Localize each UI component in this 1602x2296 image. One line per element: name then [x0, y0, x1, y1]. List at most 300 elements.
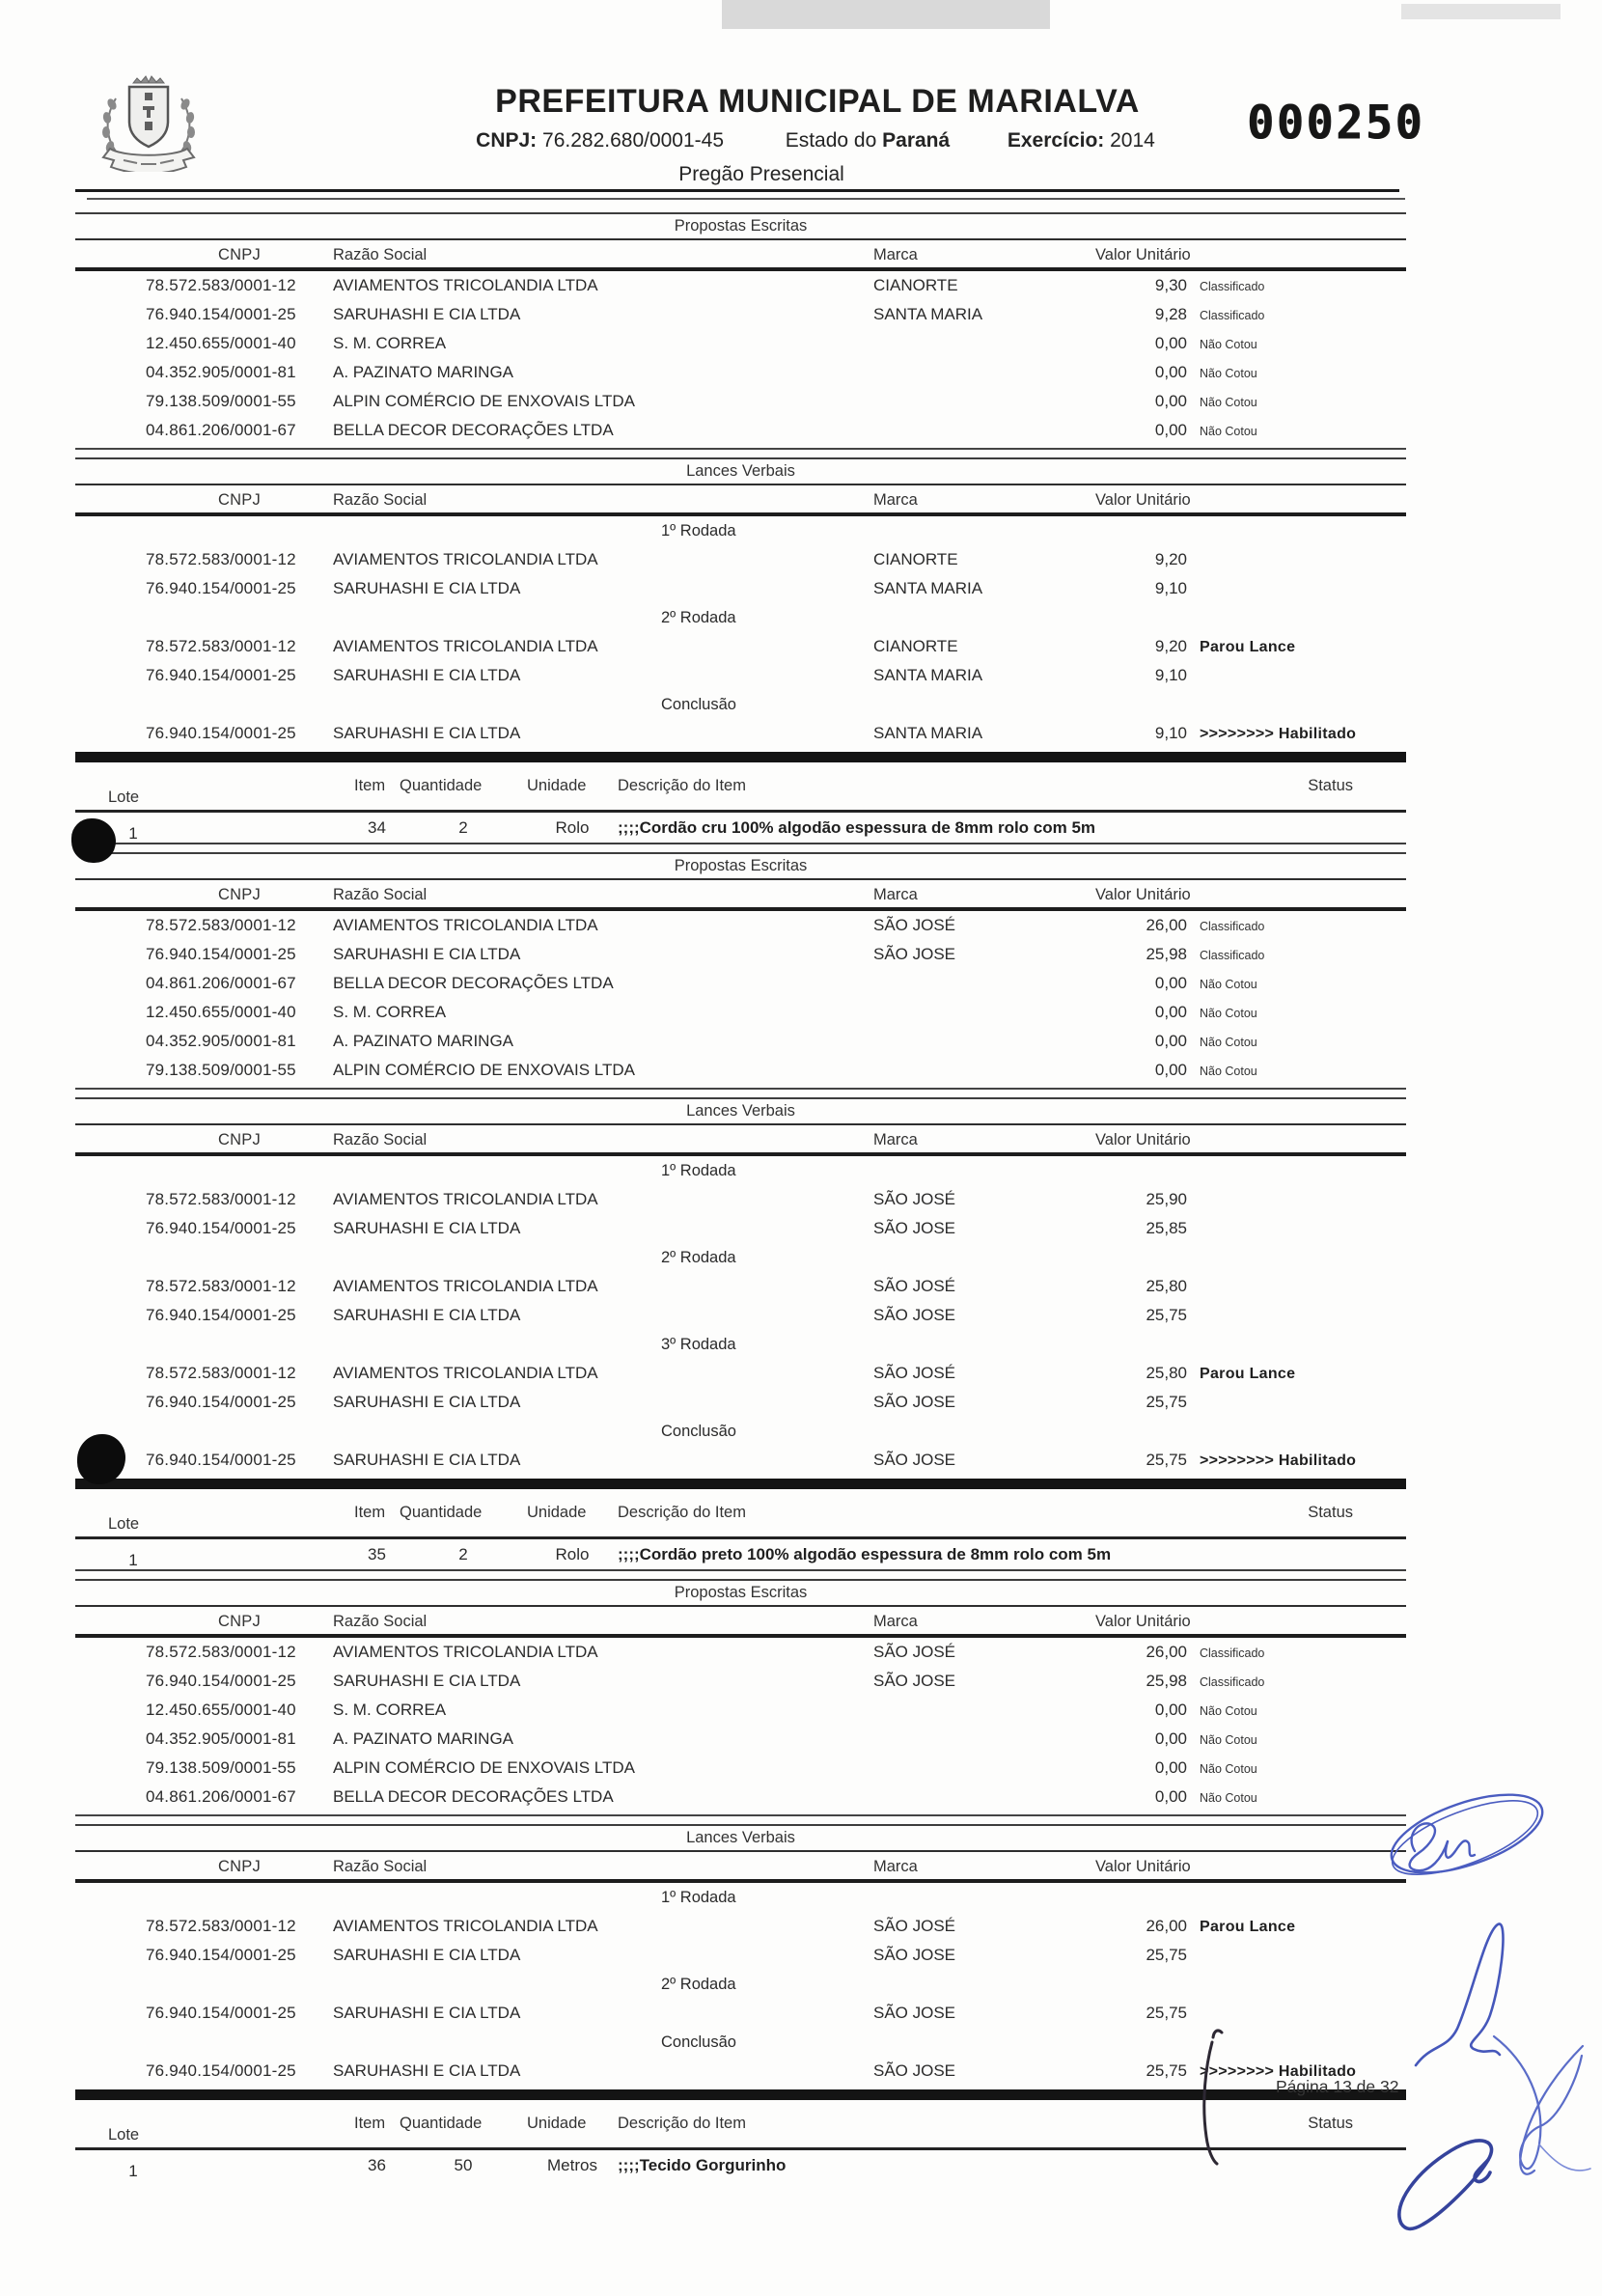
table-row: [75, 1667, 1406, 1696]
cnpj-cell: 79.138.509/0001-55: [146, 392, 296, 410]
round-label: 2º Rodada: [661, 1975, 736, 1993]
status-flag: Parou Lance: [1200, 1919, 1296, 1935]
round-label: 2º Rodada: [661, 608, 736, 626]
cnpj-cell: 76.940.154/0001-25: [146, 1393, 296, 1411]
col-header-razao-social: Razão Social: [333, 1858, 428, 1875]
round-label-row: [75, 1970, 1406, 1999]
table-row: [75, 1446, 1406, 1475]
marca-cell: SÃO JOSE: [873, 2004, 956, 2022]
valor-unitario-cell: 9,20: [1154, 637, 1187, 655]
cnpj-cell: 04.861.206/0001-67: [146, 421, 296, 439]
razao-social-cell: BELLA DECOR DECORAÇÕES LTDA: [333, 1787, 614, 1806]
cnpj-cell: 12.450.655/0001-40: [146, 1003, 296, 1021]
col-header-descricao: Descrição do Item: [618, 2115, 746, 2132]
table-row: [75, 1388, 1406, 1417]
col-header-lote: Lote: [108, 2126, 140, 2144]
col-header-quantidade: Quantidade: [400, 1504, 483, 1521]
status-note: Não Cotou: [1200, 396, 1257, 409]
cnpj-cell: 78.572.583/0001-12: [146, 637, 296, 655]
cnpj-cell: 76.940.154/0001-25: [146, 666, 296, 684]
cnpj-cell: 78.572.583/0001-12: [146, 1277, 296, 1295]
razao-social-cell: AVIAMENTOS TRICOLANDIA LTDA: [333, 1277, 598, 1295]
unidade-cell: Rolo: [555, 1544, 590, 1563]
round-label-row: [75, 1417, 1406, 1446]
status-cell: [1187, 1672, 1406, 1691]
razao-social-cell: SARUHASHI E CIA LTDA: [333, 2004, 521, 2022]
razao-social-cell: BELLA DECOR DECORAÇÕES LTDA: [333, 421, 614, 439]
table-column-header: [75, 485, 1406, 512]
razao-social-cell: SARUHASHI E CIA LTDA: [333, 724, 521, 742]
status-cell: [1187, 421, 1406, 440]
cnpj-cell: 76.940.154/0001-25: [146, 945, 296, 963]
status-flag: Parou Lance: [1200, 1366, 1296, 1382]
status-cell: [1187, 363, 1406, 382]
handwritten-bracket: [1189, 2025, 1239, 2172]
col-header-lote: Lote: [108, 1515, 140, 1533]
status-note: Não Cotou: [1200, 425, 1257, 438]
razao-social-cell: AVIAMENTOS TRICOLANDIA LTDA: [333, 1917, 598, 1935]
razao-social-cell: A. PAZINATO MARINGA: [333, 1032, 514, 1050]
razao-social-cell: A. PAZINATO MARINGA: [333, 1729, 514, 1748]
status-cell: [1187, 945, 1406, 964]
item-cell: 35: [368, 1544, 386, 1563]
round-label-row: [75, 690, 1406, 719]
marca-cell: SÃO JOSÉ: [873, 1643, 956, 1661]
col-header-valor-unitario: Valor Unitário: [1095, 1613, 1191, 1630]
valor-unitario-cell: 9,10: [1154, 579, 1187, 597]
table-column-header: [75, 1852, 1406, 1879]
signature-ink-oval: [1370, 1774, 1563, 1904]
col-header-cnpj: CNPJ: [218, 886, 261, 903]
round-label: 1º Rodada: [661, 1161, 736, 1179]
marca-cell: SÃO JOSE: [873, 1946, 956, 1964]
round-label: 3º Rodada: [661, 1335, 736, 1353]
cnpj-cell: 78.572.583/0001-12: [146, 276, 296, 294]
marca-cell: SÃO JOSÉ: [873, 1190, 956, 1208]
col-header-valor-unitario: Valor Unitário: [1095, 246, 1191, 263]
status-cell: [1187, 276, 1406, 295]
marca-cell: CIANORTE: [873, 276, 958, 294]
col-header-quantidade: Quantidade: [400, 777, 483, 794]
cnpj-cell: 04.352.905/0001-81: [146, 1729, 296, 1748]
marca-cell: SANTA MARIA: [873, 579, 983, 597]
status-note: Não Cotou: [1200, 338, 1257, 351]
razao-social-cell: SARUHASHI E CIA LTDA: [333, 666, 521, 684]
cnpj-value: 76.282.680/0001-45: [542, 129, 725, 152]
cnpj-cell: 76.940.154/0001-25: [146, 2061, 296, 2080]
status-flag: Habilitado: [1278, 726, 1357, 742]
item-cell: 36: [368, 2155, 386, 2174]
status-note: Não Cotou: [1200, 367, 1257, 380]
table-row: [75, 300, 1406, 329]
status-note: Não Cotou: [1200, 1791, 1257, 1805]
table-row: [75, 1027, 1406, 1056]
col-header-cnpj: CNPJ: [218, 491, 261, 509]
propostas-escritas-table-2: [75, 852, 1406, 1090]
descricao-cell: ;;;;Cordão preto 100% algodão espessura de 8mm rolo com 5m: [618, 1544, 1112, 1563]
valor-unitario-cell: 9,10: [1154, 666, 1187, 684]
exercicio-value: 2014: [1110, 129, 1155, 152]
status-cell: [1187, 1729, 1406, 1749]
valor-unitario-cell: 26,00: [1146, 1643, 1187, 1661]
marca-cell: CIANORTE: [873, 637, 958, 655]
valor-unitario-cell: 0,00: [1154, 974, 1187, 992]
status-note: Não Cotou: [1200, 1065, 1257, 1078]
razao-social-cell: SARUHASHI E CIA LTDA: [333, 579, 521, 597]
table-row: [75, 1359, 1406, 1388]
valor-unitario-cell: 25,98: [1146, 1672, 1187, 1690]
valor-unitario-cell: 0,00: [1154, 1003, 1187, 1021]
col-header-status: Status: [1308, 777, 1353, 794]
cnpj-cell: 04.861.206/0001-67: [146, 974, 296, 992]
marca-cell: SÃO JOSÉ: [873, 1917, 956, 1935]
valor-unitario-cell: 0,00: [1154, 1758, 1187, 1777]
marca-cell: SÃO JOSE: [873, 1672, 956, 1690]
round-label: Conclusão: [661, 695, 736, 713]
table-end-rule: [75, 1814, 1406, 1816]
cnpj-cell: 79.138.509/0001-55: [146, 1758, 296, 1777]
marca-cell: SÃO JOSE: [873, 1451, 956, 1469]
valor-unitario-cell: 25,75: [1146, 1451, 1187, 1469]
col-header-marca: Marca: [873, 246, 918, 263]
cnpj-cell: 78.572.583/0001-12: [146, 1917, 296, 1935]
razao-social-cell: AVIAMENTOS TRICOLANDIA LTDA: [333, 550, 598, 568]
razao-social-cell: SARUHASHI E CIA LTDA: [333, 1219, 521, 1237]
round-label-row: [75, 603, 1406, 632]
col-header-marca: Marca: [873, 491, 918, 509]
table-column-header: [75, 880, 1406, 907]
lances-verbais-table-1: [75, 457, 1406, 762]
hole-punch-mark: [71, 818, 116, 863]
cnpj-cell: 04.861.206/0001-67: [146, 1787, 296, 1806]
cnpj-cell: 76.940.154/0001-25: [146, 1219, 296, 1237]
col-header-marca: Marca: [873, 1131, 918, 1148]
table-column-header: [75, 1607, 1406, 1634]
table-row: [75, 358, 1406, 387]
razao-social-cell: ALPIN COMÉRCIO DE ENXOVAIS LTDA: [333, 1061, 635, 1079]
marca-cell: SÃO JOSE: [873, 1393, 956, 1411]
round-label-row: [75, 1883, 1406, 1912]
razao-social-cell: AVIAMENTOS TRICOLANDIA LTDA: [333, 1190, 598, 1208]
cnpj-label: CNPJ:: [476, 129, 538, 152]
unidade-cell: Metros: [547, 2155, 597, 2174]
round-label-row: [75, 1156, 1406, 1185]
razao-social-cell: SARUHASHI E CIA LTDA: [333, 1306, 521, 1324]
status-flag: Habilitado: [1278, 2063, 1357, 2080]
valor-unitario-cell: 26,00: [1146, 1917, 1187, 1935]
col-header-valor-unitario: Valor Unitário: [1095, 1858, 1191, 1875]
valor-unitario-cell: 25,90: [1146, 1190, 1187, 1208]
valor-unitario-cell: 0,00: [1154, 1061, 1187, 1079]
razao-social-cell: SARUHASHI E CIA LTDA: [333, 1946, 521, 1964]
header-rule: [87, 198, 1405, 200]
table-row: [75, 969, 1406, 998]
col-header-valor-unitario: Valor Unitário: [1095, 1131, 1191, 1148]
table-row: [75, 1056, 1406, 1085]
valor-unitario-cell: 0,00: [1154, 1787, 1187, 1806]
col-header-marca: Marca: [873, 1858, 918, 1875]
col-header-quantidade: Quantidade: [400, 2115, 483, 2132]
marca-cell: SANTA MARIA: [873, 724, 983, 742]
quantidade-cell: 2: [458, 1544, 468, 1563]
table-row: [75, 1999, 1406, 2028]
propostas-escritas-table-3: [75, 1579, 1406, 1816]
cnpj-cell: 12.450.655/0001-40: [146, 1701, 296, 1719]
valor-unitario-cell: 0,00: [1154, 1729, 1187, 1748]
section-title: Propostas Escritas: [75, 212, 1406, 240]
valor-unitario-cell: 25,98: [1146, 945, 1187, 963]
cnpj-cell: 76.940.154/0001-25: [146, 1946, 296, 1964]
cnpj-cell: 78.572.583/0001-12: [146, 916, 296, 934]
cnpj-cell: 76.940.154/0001-25: [146, 1672, 296, 1690]
valor-unitario-cell: 25,80: [1146, 1364, 1187, 1382]
cnpj-cell: 04.352.905/0001-81: [146, 1032, 296, 1050]
table-column-header: [75, 240, 1406, 267]
col-header-cnpj: CNPJ: [218, 1613, 261, 1630]
lote-item-35: [75, 1501, 1406, 1571]
section-title: Propostas Escritas: [75, 852, 1406, 880]
razao-social-cell: BELLA DECOR DECORAÇÕES LTDA: [333, 974, 614, 992]
section-title: Lances Verbais: [75, 1097, 1406, 1125]
lote-cell: 1: [128, 2161, 138, 2180]
lote-item-34: [75, 774, 1406, 844]
table-row: [75, 719, 1406, 748]
marca-cell: SÃO JOSE: [873, 1219, 956, 1237]
razao-social-cell: AVIAMENTOS TRICOLANDIA LTDA: [333, 916, 598, 934]
status-note: Classificado: [1200, 949, 1265, 962]
col-header-razao-social: Razão Social: [333, 491, 428, 509]
lote-cell: 1: [128, 823, 138, 843]
cnpj-cell: 76.940.154/0001-25: [146, 1451, 296, 1469]
valor-unitario-cell: 26,00: [1146, 916, 1187, 934]
razao-social-cell: AVIAMENTOS TRICOLANDIA LTDA: [333, 637, 598, 655]
table-end-rule: [75, 1088, 1406, 1090]
status-cell: [1187, 724, 1406, 743]
status-note: Classificado: [1200, 1646, 1265, 1660]
table-row: [75, 661, 1406, 690]
status-note: Não Cotou: [1200, 1704, 1257, 1718]
marca-cell: SÃO JOSE: [873, 945, 956, 963]
status-cell: [1187, 1061, 1406, 1080]
col-header-unidade: Unidade: [527, 2115, 587, 2132]
table-row: [75, 911, 1406, 940]
table-row: [75, 387, 1406, 416]
cnpj-cell: 04.352.905/0001-81: [146, 363, 296, 381]
status-note: Não Cotou: [1200, 978, 1257, 991]
status-cell: [1187, 916, 1406, 935]
razao-social-cell: SARUHASHI E CIA LTDA: [333, 1393, 521, 1411]
col-header-marca: Marca: [873, 1613, 918, 1630]
razao-social-cell: SARUHASHI E CIA LTDA: [333, 1672, 521, 1690]
status-cell: [1187, 334, 1406, 353]
table-row: [75, 545, 1406, 574]
razao-social-cell: ALPIN COMÉRCIO DE ENXOVAIS LTDA: [333, 392, 635, 410]
col-header-valor-unitario: Valor Unitário: [1095, 491, 1191, 509]
valor-unitario-cell: 0,00: [1154, 1701, 1187, 1719]
cnpj-cell: 79.138.509/0001-55: [146, 1061, 296, 1079]
signature-ink-leaf: [1388, 2135, 1523, 2246]
cnpj-cell: 76.940.154/0001-25: [146, 2004, 296, 2022]
lances-verbais-table-2: [75, 1097, 1406, 1489]
razao-social-cell: AVIAMENTOS TRICOLANDIA LTDA: [333, 1364, 598, 1382]
lote-column-header: [75, 1501, 1406, 1539]
valor-unitario-cell: 0,00: [1154, 334, 1187, 352]
table-end-rule: [75, 1479, 1406, 1489]
status-note: Classificado: [1200, 309, 1265, 322]
status-note: Não Cotou: [1200, 1007, 1257, 1020]
marca-cell: SÃO JOSÉ: [873, 916, 956, 934]
razao-social-cell: AVIAMENTOS TRICOLANDIA LTDA: [333, 1643, 598, 1661]
status-note: Classificado: [1200, 280, 1265, 293]
table-row: [75, 1941, 1406, 1970]
status-note: Não Cotou: [1200, 1762, 1257, 1776]
item-cell: 34: [368, 817, 386, 837]
quantidade-cell: 2: [458, 817, 468, 837]
marca-cell: SÃO JOSÉ: [873, 1277, 956, 1295]
col-header-cnpj: CNPJ: [218, 1131, 261, 1148]
status-note: Classificado: [1200, 1675, 1265, 1689]
razao-social-cell: S. M. CORREA: [333, 1003, 447, 1021]
page-footer: Página 13 de 32: [1276, 2077, 1399, 2096]
section-title: Lances Verbais: [75, 1824, 1406, 1852]
col-header-unidade: Unidade: [527, 777, 587, 794]
propostas-escritas-table-1: [75, 212, 1406, 450]
lote-cell: 1: [128, 1550, 138, 1569]
razao-social-cell: SARUHASHI E CIA LTDA: [333, 1451, 521, 1469]
unidade-cell: Rolo: [555, 817, 590, 837]
col-header-razao-social: Razão Social: [333, 886, 428, 903]
razao-social-cell: SARUHASHI E CIA LTDA: [333, 305, 521, 323]
valor-unitario-cell: 0,00: [1154, 363, 1187, 381]
status-cell: [1187, 637, 1406, 656]
table-row: [75, 271, 1406, 300]
valor-unitario-cell: 25,75: [1146, 2004, 1187, 2022]
col-header-item: Item: [354, 2115, 386, 2132]
table-end-rule: [75, 752, 1406, 762]
round-label: 1º Rodada: [661, 1888, 736, 1906]
col-header-status: Status: [1308, 1504, 1353, 1521]
valor-unitario-cell: 25,75: [1146, 2061, 1187, 2080]
status-cell: [1187, 305, 1406, 324]
round-label: Conclusão: [661, 1422, 736, 1440]
marca-cell: SÃO JOSÉ: [873, 1364, 956, 1382]
valor-unitario-cell: 0,00: [1154, 421, 1187, 439]
cnpj-cell: 76.940.154/0001-25: [146, 305, 296, 323]
estado-value: Paraná: [882, 129, 951, 152]
document-subtitle: Pregão Presencial: [678, 163, 844, 185]
marca-cell: CIANORTE: [873, 550, 958, 568]
quantidade-cell: 50: [454, 2155, 473, 2174]
valor-unitario-cell: 0,00: [1154, 392, 1187, 410]
round-label: 2º Rodada: [661, 1248, 736, 1266]
cnpj-cell: 76.940.154/0001-25: [146, 579, 296, 597]
descricao-cell: ;;;;Cordão cru 100% algodão espessura de 8mm rolo com 5m: [618, 817, 1096, 837]
valor-unitario-cell: 9,10: [1154, 724, 1187, 742]
status-flag: Habilitado: [1278, 1452, 1357, 1469]
cnpj-cell: 78.572.583/0001-12: [146, 1643, 296, 1661]
col-header-lote: Lote: [108, 788, 140, 806]
razao-social-cell: A. PAZINATO MARINGA: [333, 363, 514, 381]
status-arrows: >>>>>>>>: [1200, 1452, 1279, 1469]
descricao-cell: ;;;;Tecido Gorgurinho: [618, 2155, 787, 2174]
table-row: [75, 1696, 1406, 1725]
valor-unitario-cell: 0,00: [1154, 1032, 1187, 1050]
cnpj-cell: 78.572.583/0001-12: [146, 550, 296, 568]
cnpj-cell: 78.572.583/0001-12: [146, 1364, 296, 1382]
table-row: [75, 632, 1406, 661]
status-cell: [1187, 1917, 1406, 1936]
table-row: [75, 1725, 1406, 1754]
table-row: [75, 1272, 1406, 1301]
col-header-status: Status: [1308, 2115, 1353, 2132]
valor-unitario-cell: 9,28: [1154, 305, 1187, 323]
col-header-valor-unitario: Valor Unitário: [1095, 886, 1191, 903]
status-cell: [1187, 1032, 1406, 1051]
valor-unitario-cell: 25,85: [1146, 1219, 1187, 1237]
lote-item-row: [75, 813, 1406, 844]
status-note: Não Cotou: [1200, 1036, 1257, 1049]
status-cell: [1187, 974, 1406, 993]
status-flag: Parou Lance: [1200, 639, 1296, 655]
status-note: Não Cotou: [1200, 1733, 1257, 1747]
status-cell: [1187, 1003, 1406, 1022]
table-row: [75, 998, 1406, 1027]
razao-social-cell: SARUHASHI E CIA LTDA: [333, 2061, 521, 2080]
razao-social-cell: S. M. CORREA: [333, 334, 447, 352]
status-note: Classificado: [1200, 920, 1265, 933]
table-row: [75, 1185, 1406, 1214]
table-row: [75, 1783, 1406, 1812]
status-cell: [1187, 1451, 1406, 1470]
razao-social-cell: ALPIN COMÉRCIO DE ENXOVAIS LTDA: [333, 1758, 635, 1777]
scanner-artifact: [1401, 4, 1561, 19]
section-title: Propostas Escritas: [75, 1579, 1406, 1607]
col-header-razao-social: Razão Social: [333, 1613, 428, 1630]
page-title: PREFEITURA MUNICIPAL DE MARIALVA: [495, 83, 1140, 120]
status-cell: [1187, 1701, 1406, 1720]
valor-unitario-cell: 25,75: [1146, 1393, 1187, 1411]
header-rule: [75, 189, 1399, 192]
valor-unitario-cell: 25,75: [1146, 1306, 1187, 1324]
table-row: [75, 574, 1406, 603]
status-cell: [1187, 1364, 1406, 1383]
cnpj-cell: 78.572.583/0001-12: [146, 1190, 296, 1208]
valor-unitario-cell: 9,30: [1154, 276, 1187, 294]
page-number-stamp: 000250: [1247, 95, 1425, 151]
cnpj-cell: 76.940.154/0001-25: [146, 1306, 296, 1324]
marca-cell: SANTA MARIA: [873, 666, 983, 684]
marca-cell: SANTA MARIA: [873, 305, 983, 323]
round-label-row: [75, 1330, 1406, 1359]
document-body: [0, 205, 1602, 2180]
table-row: [75, 1301, 1406, 1330]
razao-social-cell: AVIAMENTOS TRICOLANDIA LTDA: [333, 276, 598, 294]
round-label: 1º Rodada: [661, 521, 736, 539]
table-row: [75, 1754, 1406, 1783]
col-header-unidade: Unidade: [527, 1504, 587, 1521]
scanner-artifact: [722, 0, 1050, 29]
valor-unitario-cell: 9,20: [1154, 550, 1187, 568]
col-header-razao-social: Razão Social: [333, 246, 428, 263]
table-row: [75, 1638, 1406, 1667]
col-header-descricao: Descrição do Item: [618, 777, 746, 794]
round-label: Conclusão: [661, 2033, 736, 2051]
estado-label: Estado do: [785, 129, 877, 152]
table-row: [75, 416, 1406, 445]
lote-item-row: [75, 1539, 1406, 1571]
col-header-marca: Marca: [873, 886, 918, 903]
col-header-cnpj: CNPJ: [218, 1858, 261, 1875]
